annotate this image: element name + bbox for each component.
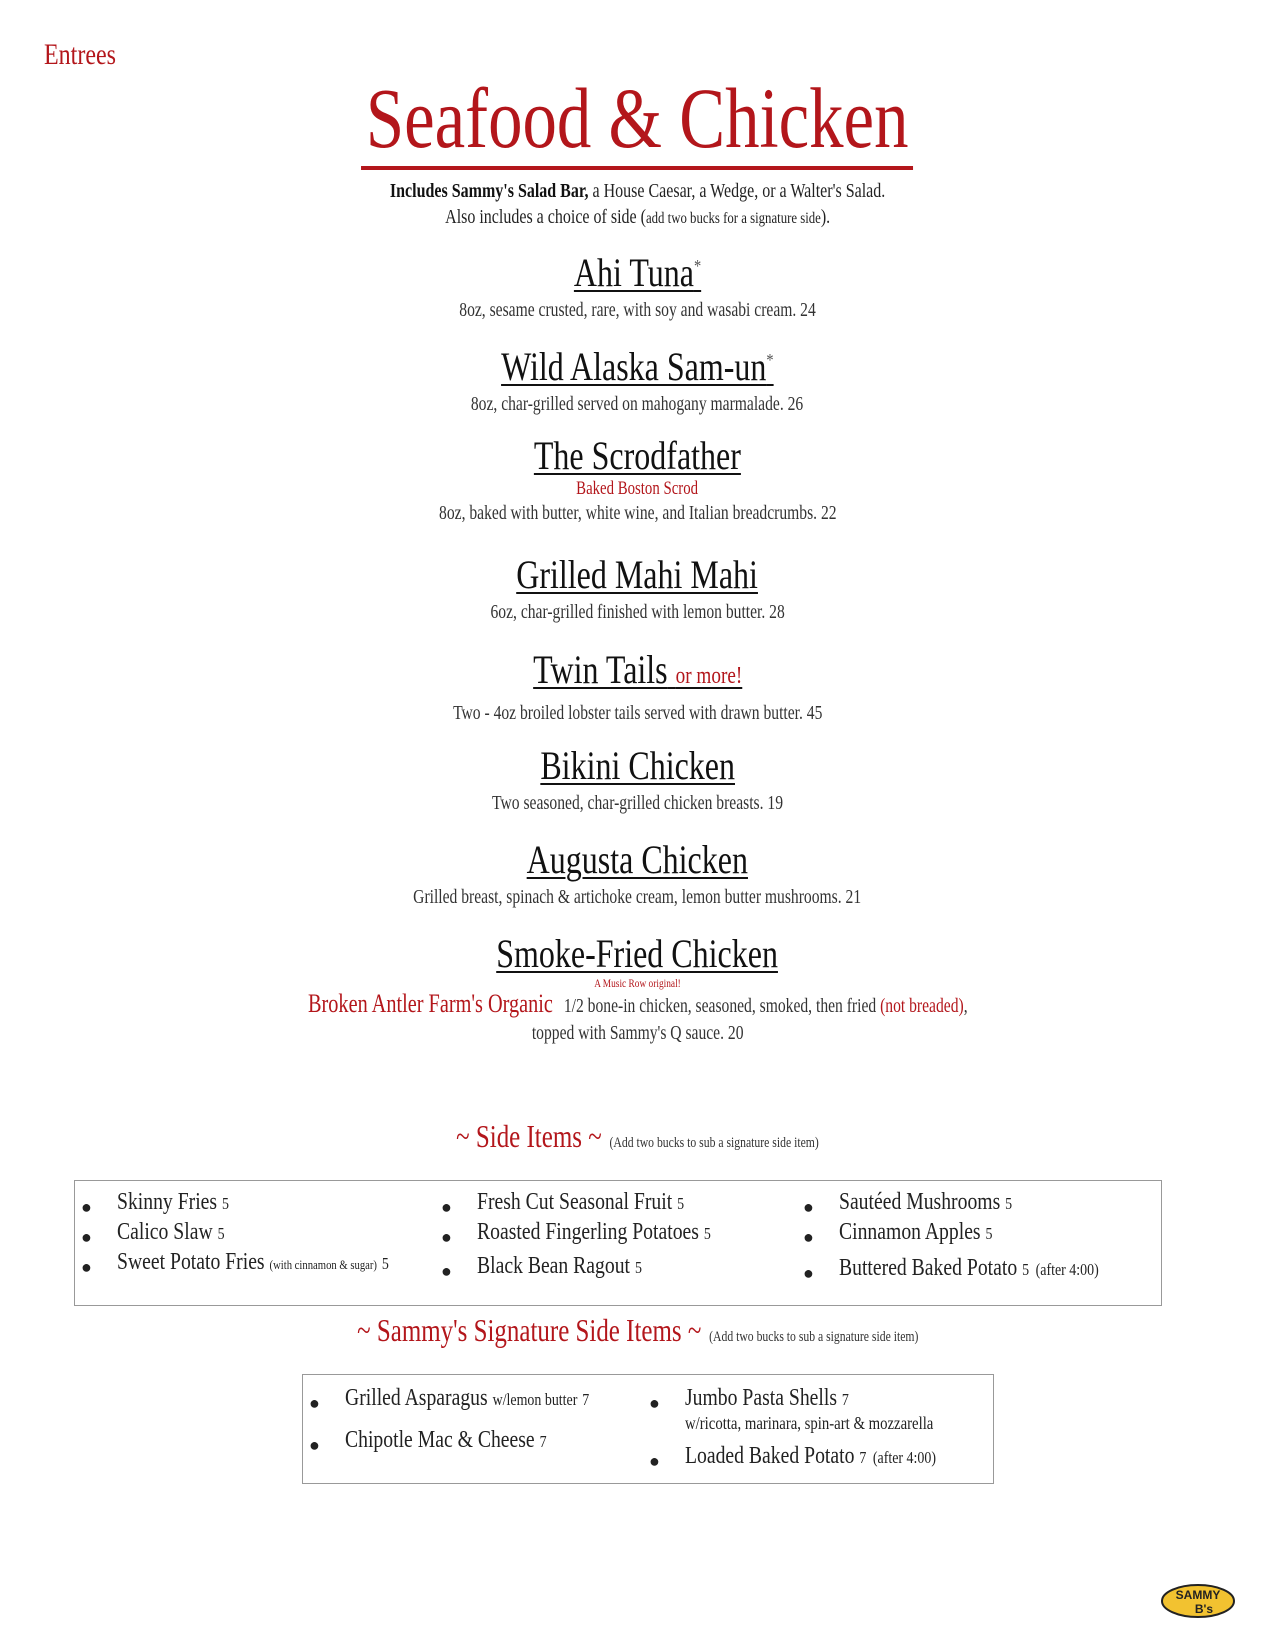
item-name: Smoke-Fried Chicken [496,931,779,976]
item-name: Twin Tails or more! [532,647,743,692]
item-desc: 8oz, baked with butter, white wine, and Italian breadcrumbs. 22 [438,502,837,524]
item-name: Bikini Chicken [540,743,735,788]
item-name: Ahi Tuna* [573,250,702,295]
menu-item [0,744,1275,816]
item-extra: or more! [675,663,743,689]
menu-item [0,338,1275,417]
item-name: The Scrodfather [533,433,742,478]
item-desc: 1/2 bone-in chicken, seasoned, smoked, then fried [563,995,880,1017]
item-desc-2: topped with Sammy's Q sauce. 20 [531,1022,744,1044]
side-items-box: ● Skinny Fries 5 ● Calico Slaw 5 ● Sweet Potato Fries (with cinnamon & sugar) 5 ● Fresh Cut Seasonal Fruit 5 ● Roasted Fingerling Potatoes 5 ● Black Bean Ragout 5 ● Sautéed Mushrooms 5 ● Cinnamon Apples 5 ● Buttered Baked Potato 5 (after 4:00) [74,1180,1162,1306]
signature-sides-heading: ~ Sammy's Signature Side Items ~ (Add two bucks to sub a signature side item) [356,1312,919,1348]
item-tagline: A Music Row original! [594,976,681,990]
sammy-bs-logo [1160,1582,1236,1620]
section-label: Entrees [44,38,116,71]
side-items-heading: ~ Side Items ~ (Add two bucks to sub a signature side item) [456,1118,819,1154]
signature-sides-box: ● Grilled Asparagus w/lemon butter 7 ● Chipotle Mac & Cheese 7 ● Jumbo Pasta Shells 7 w/ricotta, marinara, spin-art & mozzarella ● Loaded Baked Potato 7 (after 4:00) [302,1374,994,1484]
menu-item [0,553,1275,625]
item-desc: Two - 4oz broiled lobster tails served with drawn butter. 45 [452,702,823,724]
intro-rest: a House Caesar, a Wedge, or a Walter's Salad. [588,180,886,202]
item-desc: 8oz, sesame crusted, rare, with soy and wasabi cream. 24 [459,299,816,321]
page-title: Seafood & Chicken [361,70,913,170]
menu-item [0,648,1275,726]
menu-item [0,434,1275,526]
item-subtitle: Baked Boston Scrod [576,478,699,499]
item-name: Augusta Chicken [526,837,749,882]
logo-text-2: B's [1194,1602,1214,1616]
intro-bold: Includes Sammy's Salad Bar, [389,180,589,202]
item-desc: Grilled breast, spinach & artichoke cream, lemon butter mushrooms. 21 [413,886,862,908]
item-farm: Broken Antler Farm's Organic [307,989,553,1018]
item-name: Wild Alaska Sam-un* [501,344,774,389]
item-name: Grilled Mahi Mahi [516,552,759,597]
menu-item: Smoke-Fried Chicken A Music Row original! Broken Antler Farm's Organic 1/2 bone-in chicken, seasoned, smoked, then fried (not breaded), topped with Sammy's Q sauce. 20 [307,931,968,1044]
menu-item [0,838,1275,910]
item-desc: 8oz, char-grilled served on mahogany marmalade. 26 [471,393,804,415]
item-desc: 6oz, char-grilled finished with lemon butter. 28 [490,601,785,623]
menu-item [0,244,1275,323]
intro-text: Includes Sammy's Salad Bar, a House Caesar, a Wedge, or a Walter's Salad. Also includes a choice of side (add two bucks for a signature side). [389,180,886,228]
item-desc: Two seasoned, char-grilled chicken breasts. 19 [491,792,783,814]
logo-text-1: SAMMY [1175,1588,1221,1602]
